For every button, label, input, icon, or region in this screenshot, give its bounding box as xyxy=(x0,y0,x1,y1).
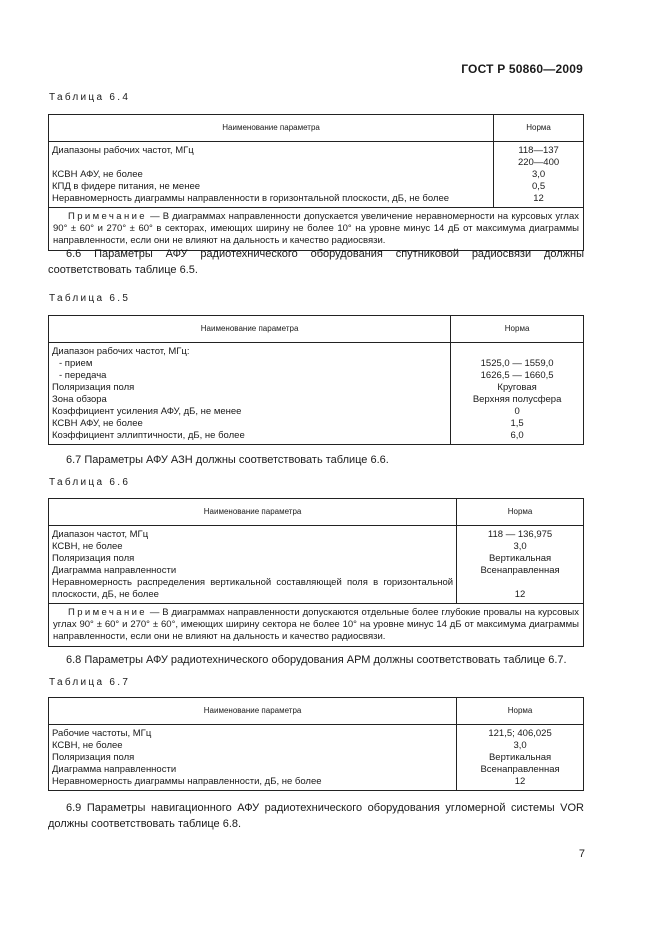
norm-cell: Круговая xyxy=(451,382,584,394)
column-header-parameter: Наименование параметра xyxy=(49,698,457,725)
norm-cell: 1,5 xyxy=(451,418,584,430)
norm-cell xyxy=(451,343,584,359)
table-row xyxy=(49,764,584,776)
table-row xyxy=(49,343,584,359)
norm-cell: Вертикальная xyxy=(457,752,584,764)
parameter-cell: КСВН, не более xyxy=(49,541,457,553)
parameter-cell: КПД в фидере питания, не менее xyxy=(49,181,494,193)
norm-cell: 0 xyxy=(451,406,584,418)
table-row xyxy=(49,418,584,430)
table-row xyxy=(49,565,584,577)
table-6-5-caption: Таблица 6.5 xyxy=(49,293,131,304)
column-header-parameter: Наименование параметра xyxy=(49,499,457,526)
table-note xyxy=(49,604,584,647)
table-6-4-caption: Таблица 6.4 xyxy=(49,92,131,103)
table-row xyxy=(49,740,584,752)
table-row xyxy=(49,526,584,542)
parameter-cell: Зона обзора xyxy=(49,394,451,406)
norm-cell: 3,0 xyxy=(494,169,584,181)
norm-cell: 118—137 xyxy=(494,142,584,158)
parameter-cell: КСВН АФУ, не более xyxy=(49,169,494,181)
norm-cell: 6,0 xyxy=(451,430,584,445)
table-row xyxy=(49,181,584,193)
table-row xyxy=(49,406,584,418)
norm-cell: Всенаправленная xyxy=(457,764,584,776)
norm-cell: 12 xyxy=(457,776,584,791)
parameter-cell: КСВН, не более xyxy=(49,740,457,752)
column-header-parameter: Наименование параметра xyxy=(49,316,451,343)
column-header-norm: Норма xyxy=(457,499,584,526)
norm-cell: Всенаправленная xyxy=(457,565,584,577)
parameter-cell: Неравномерность диаграммы направленности, дБ, не более xyxy=(49,776,457,791)
parameter-cell: Коэффициент эллиптичности, дБ, не более xyxy=(49,430,451,445)
parameter-cell: Неравномерность диаграммы направленности в горизонтальной плоскости, дБ, не более xyxy=(49,193,494,208)
parameter-cell: - передача xyxy=(49,370,451,382)
parameter-cell: Поляризация поля xyxy=(49,553,457,565)
note-label: Примечание xyxy=(68,607,147,618)
table-row xyxy=(49,142,584,158)
paragraph-6-6: 6.6 Параметры АФУ радиотехнического оборудования спутниковой радиосвязи должны соответствовать таблице 6.5. xyxy=(48,248,584,276)
parameter-cell: Диаграмма направленности xyxy=(49,764,457,776)
parameter-cell: - прием xyxy=(49,358,451,370)
parameter-cell: Диапазоны рабочих частот, МГц xyxy=(49,142,494,158)
table-6-6 xyxy=(48,498,584,647)
norm-cell: 3,0 xyxy=(457,740,584,752)
table-row xyxy=(49,382,584,394)
standard-number: ГОСТ Р 50860—2009 xyxy=(461,62,583,76)
norm-cell: Вертикальная xyxy=(457,553,584,565)
table-row xyxy=(49,541,584,553)
column-header-parameter: Наименование параметра xyxy=(49,115,494,142)
parameter-cell: Поляризация поля xyxy=(49,382,451,394)
table-6-5 xyxy=(48,315,584,445)
parameter-cell: Диаграмма направленности xyxy=(49,565,457,577)
norm-cell: 1525,0 — 1559,0 xyxy=(451,358,584,370)
table-row xyxy=(49,193,584,208)
norm-cell: 12 xyxy=(494,193,584,208)
note-text: — В диаграммах направленности допускаются отдельные более глубокие провалы на курсовых углах 90° ± 60° и 270° ± 60°, имеющих ширину сектора не более 10° на уровне минус 14 дБ от максимума диаграммы направленности, если они не влияют на дальность и качество радиосвязи. xyxy=(53,607,579,642)
table-row xyxy=(49,169,584,181)
column-header-norm: Норма xyxy=(457,698,584,725)
table-row xyxy=(49,430,584,445)
table-6-7 xyxy=(48,697,584,791)
table-6-7-caption: Таблица 6.7 xyxy=(49,677,131,688)
norm-cell: 12 xyxy=(457,577,584,604)
norm-cell: 1626,5 — 1660,5 xyxy=(451,370,584,382)
norm-cell: Верхняя полусфера xyxy=(451,394,584,406)
table-row xyxy=(49,776,584,791)
norm-cell: 3,0 xyxy=(457,541,584,553)
table-6-6-caption: Таблица 6.6 xyxy=(49,477,131,488)
table-row xyxy=(49,157,584,169)
parameter-cell: Коэффициент усиления АФУ, дБ, не менее xyxy=(49,406,451,418)
table-row xyxy=(49,358,584,370)
parameter-cell: Поляризация поля xyxy=(49,752,457,764)
table-row xyxy=(49,752,584,764)
column-header-norm: Норма xyxy=(451,316,584,343)
parameter-cell: Рабочие частоты, МГц xyxy=(49,725,457,741)
table-row xyxy=(49,394,584,406)
parameter-cell xyxy=(49,157,494,169)
parameter-cell: Неравномерность распределения вертикальной составляющей поля в горизонтальной плоскости, дБ, не более xyxy=(49,577,457,604)
table-row xyxy=(49,553,584,565)
parameter-cell: Диапазон рабочих частот, МГц: xyxy=(49,343,451,359)
paragraph-6-7: 6.7 Параметры АФУ АЗН должны соответствовать таблице 6.6. xyxy=(66,454,389,466)
table-row xyxy=(49,577,584,604)
norm-cell: 220—400 xyxy=(494,157,584,169)
table-row xyxy=(49,725,584,741)
norm-cell: 118 — 136,975 xyxy=(457,526,584,542)
paragraph-6-9: 6.9 Параметры навигационного АФУ радиотехнического оборудования угломерной системы VOR должны соответствовать таблице 6.8. xyxy=(48,802,584,830)
column-header-norm: Норма xyxy=(494,115,584,142)
table-note xyxy=(49,208,584,251)
parameter-cell: Диапазон частот, МГц xyxy=(49,526,457,542)
page-number: 7 xyxy=(578,848,585,860)
paragraph-6-8: 6.8 Параметры АФУ радиотехнического оборудования АРМ должны соответствовать таблице 6.7. xyxy=(66,654,567,666)
note-label: Примечание xyxy=(68,211,147,222)
parameter-cell: КСВН АФУ, не более xyxy=(49,418,451,430)
table-6-4 xyxy=(48,114,584,251)
note-text: — В диаграммах направленности допускается увеличение неравномерности на курсовых углах 90° ± 60° и 270° ± 60° в секторах, имеющих ширину не более 10° на уровне минус 14 дБ от максимума диаграммы направленности, если они не влияют на дальность и качество радиосвязи. xyxy=(53,211,579,246)
table-row xyxy=(49,370,584,382)
norm-cell: 0,5 xyxy=(494,181,584,193)
norm-cell: 121,5; 406,025 xyxy=(457,725,584,741)
